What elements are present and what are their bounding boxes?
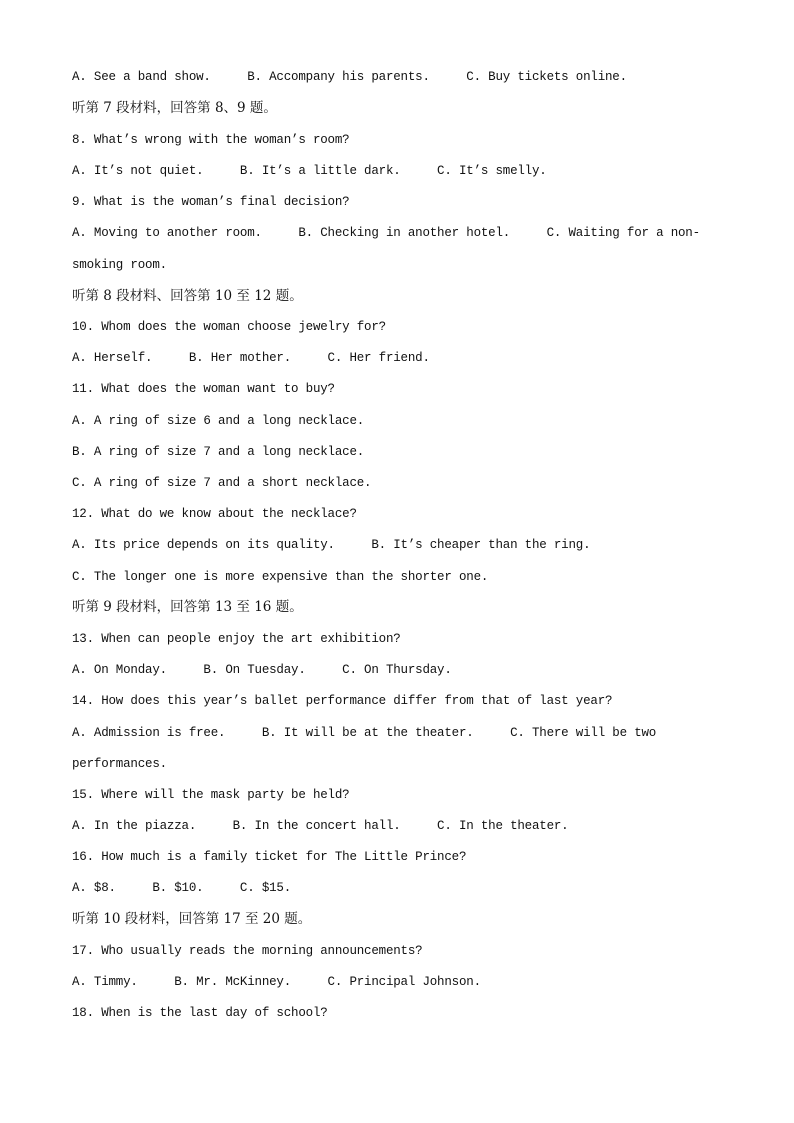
answer-option-q12-c: C. The longer one is more expensive than the shorter one. [72, 570, 489, 584]
answer-option-q11-a: A. A ring of size 6 and a long necklace. [72, 414, 365, 428]
answer-options-q10: A. Herself. B. Her mother. C. Her friend. [72, 351, 430, 365]
question-16: 16. How much is a family ticket for The Little Prince? [72, 850, 467, 864]
question-13: 13. When can people enjoy the art exhibition? [72, 632, 401, 646]
answer-options-q15: A. In the piazza. B. In the concert hall. C. In the theater. [72, 819, 569, 833]
answer-options-q14: A. Admission is free. B. It will be at the theater. C. There will be two [72, 726, 657, 740]
answer-options-q13: A. On Monday. B. On Tuesday. C. On Thursday. [72, 663, 452, 677]
answer-options-q12: A. Its price depends on its quality. B. It’s cheaper than the ring. [72, 538, 591, 552]
section-header-10: 听第 10 段材料，回答第 17 至 20 题。 [72, 911, 312, 927]
question-12: 12. What do we know about the necklace? [72, 507, 357, 521]
question-9: 9. What is the woman’s final decision? [72, 195, 350, 209]
answer-option-q11-b: B. A ring of size 7 and a long necklace. [72, 445, 365, 459]
answer-options-q9-continued: smoking room. [72, 258, 167, 272]
question-15: 15. Where will the mask party be held? [72, 788, 350, 802]
answer-options-q14-continued: performances. [72, 757, 167, 771]
section-header-7: 听第 7 段材料，回答第 8、9 题。 [72, 100, 277, 116]
answer-options-q17: A. Timmy. B. Mr. McKinney. C. Principal Johnson. [72, 975, 481, 989]
answer-options-q16: A. $8. B. $10. C. $15. [72, 881, 292, 895]
section-header-9: 听第 9 段材料，回答第 13 至 16 题。 [72, 599, 303, 615]
question-11: 11. What does the woman want to buy? [72, 382, 335, 396]
answer-option-q11-c: C. A ring of size 7 and a short necklace. [72, 476, 372, 490]
question-17: 17. Who usually reads the morning announcements? [72, 944, 423, 958]
question-10: 10. Whom does the woman choose jewelry for? [72, 320, 386, 334]
answer-options-q8: A. It’s not quiet. B. It’s a little dark. C. It’s smelly. [72, 164, 547, 178]
answer-options-q7: A. See a band show. B. Accompany his parents. C. Buy tickets online. [72, 70, 627, 84]
answer-options-q9: A. Moving to another room. B. Checking in another hotel. C. Waiting for a non- [72, 226, 700, 240]
question-8: 8. What’s wrong with the woman’s room? [72, 133, 350, 147]
section-header-8: 听第 8 段材料、回答第 10 至 12 题。 [72, 288, 303, 304]
question-18: 18. When is the last day of school? [72, 1006, 328, 1020]
question-14: 14. How does this year’s ballet performance differ from that of last year? [72, 694, 613, 708]
